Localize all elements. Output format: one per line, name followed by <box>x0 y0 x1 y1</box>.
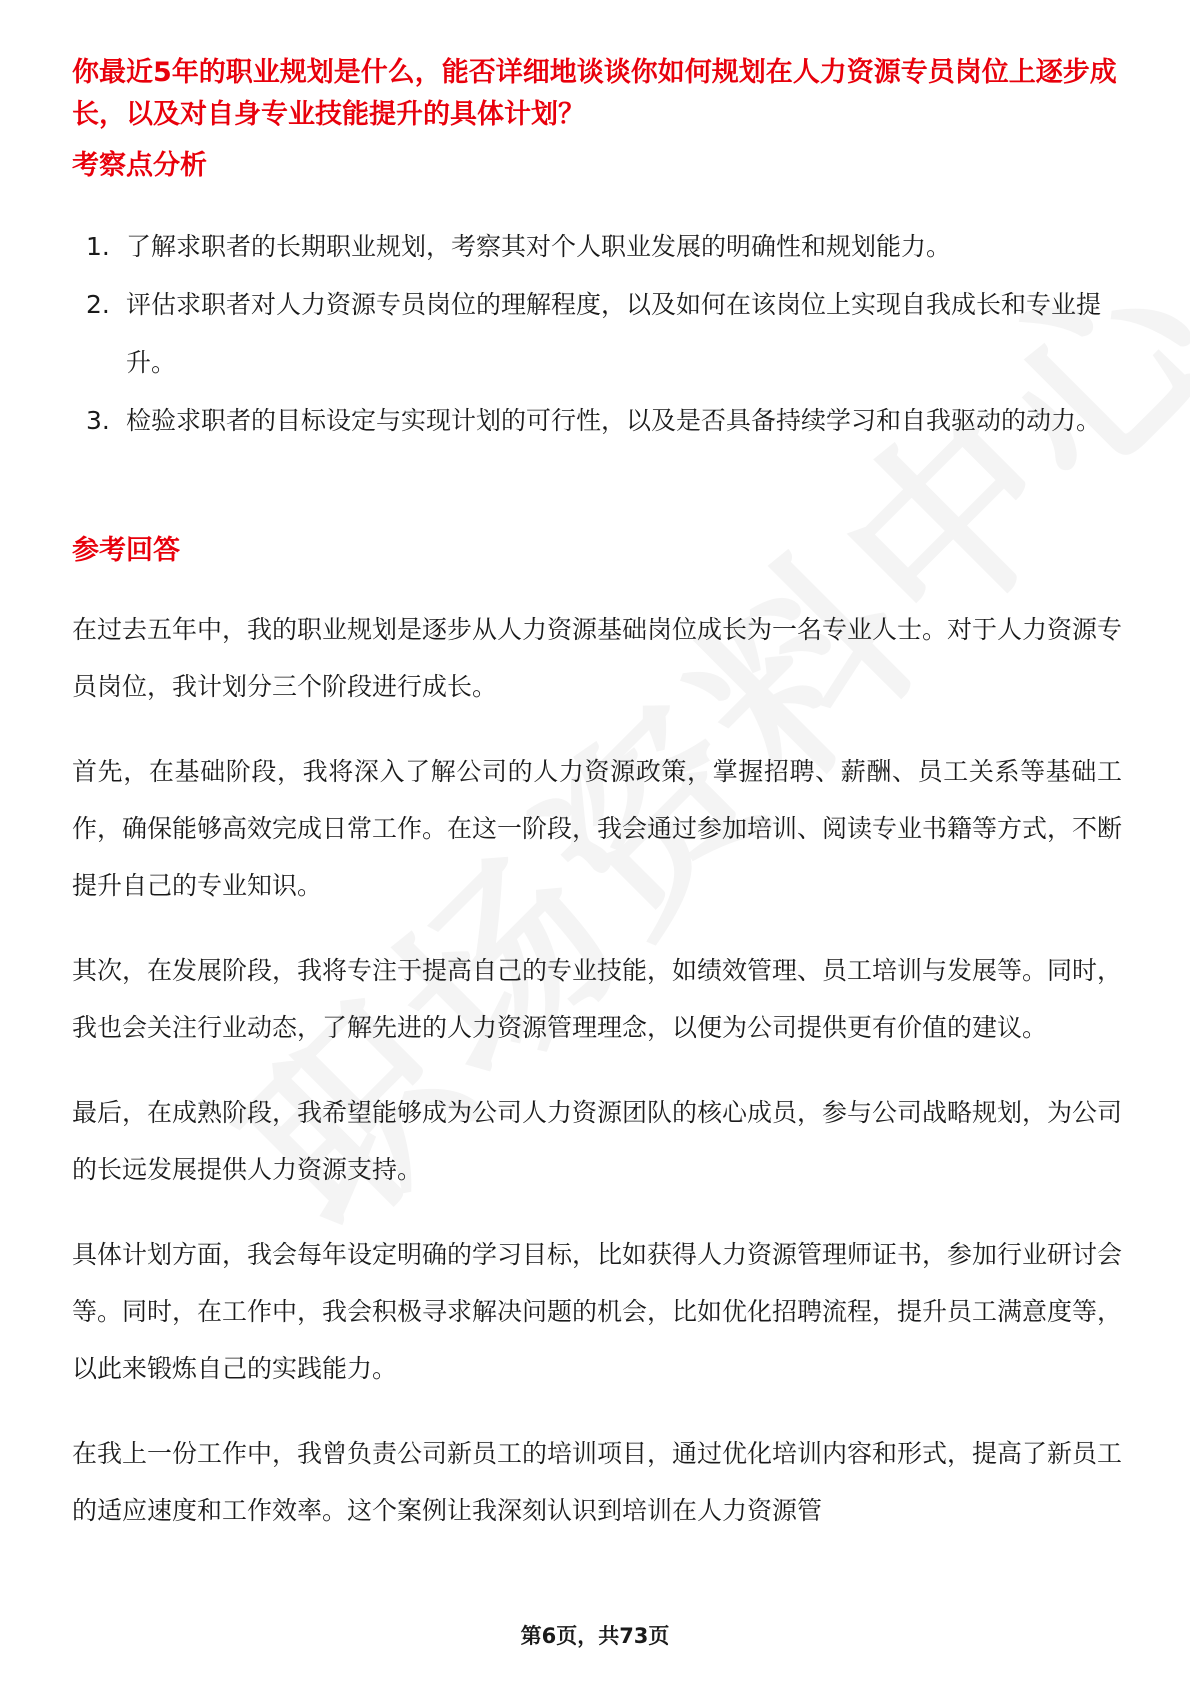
answer-body <box>72 601 1122 1567</box>
list-item <box>72 392 1122 450</box>
analysis-section-title: 考察点分析 <box>72 150 207 181</box>
page-number-footer: 第6页，共73页 <box>520 1624 670 1648</box>
answer-paragraph: 其次，在发展阶段，我将专注于提高自己的专业技能，如绩效管理、员工培训与发展等。同时，我也会关注行业动态，了解先进的人力资源管理理念，以便为公司提供更有价值的建议。 <box>72 956 1123 1042</box>
list-item-text: 评估求职者对人力资源专员岗位的理解程度，以及如何在该岗位上实现自我成长和专业提升。 <box>126 290 1102 377</box>
list-item-text: 检验求职者的目标设定与实现计划的可行性，以及是否具备持续学习和自我驱动的动力。 <box>126 406 1102 435</box>
list-item-number: 3. <box>86 406 110 435</box>
answer-paragraph: 在我上一份工作中，我曾负责公司新员工的培训项目，通过优化培训内容和形式，提高了新员工的适应速度和工作效率。这个案例让我深刻认识到培训在人力资源管 <box>72 1439 1123 1525</box>
list-item <box>72 276 1122 392</box>
answer-paragraph: 具体计划方面，我会每年设定明确的学习目标，比如获得人力资源管理师证书，参加行业研讨会等。同时，在工作中，我会积极寻求解决问题的机会，比如优化招聘流程，提升员工满意度等，以此来锻炼自己的实践能力。 <box>72 1240 1123 1383</box>
analysis-list <box>72 218 1122 450</box>
answer-paragraph: 首先，在基础阶段，我将深入了解公司的人力资源政策，掌握招聘、薪酬、员工关系等基础工作，确保能够高效完成日常工作。在这一阶段，我会通过参加培训、阅读专业书籍等方式，不断提升自己的专业知识。 <box>72 757 1123 900</box>
list-item <box>72 218 1122 276</box>
answer-section-title: 参考回答 <box>72 535 180 566</box>
list-item-number: 1. <box>86 232 110 261</box>
list-item-number: 2. <box>86 290 110 319</box>
answer-paragraph: 最后，在成熟阶段，我希望能够成为公司人力资源团队的核心成员，参与公司战略规划，为公司的长远发展提供人力资源支持。 <box>72 1098 1123 1184</box>
list-item-text: 了解求职者的长期职业规划，考察其对个人职业发展的明确性和规划能力。 <box>126 232 952 261</box>
question-heading: 你最近5年的职业规划是什么，能否详细地谈谈你如何规划在人力资源专员岗位上逐步成长，以及对自身专业技能提升的具体计划？ <box>72 57 1117 130</box>
answer-paragraph: 在过去五年中，我的职业规划是逐步从人力资源基础岗位成长为一名专业人士。对于人力资源专员岗位，我计划分三个阶段进行成长。 <box>72 615 1123 701</box>
